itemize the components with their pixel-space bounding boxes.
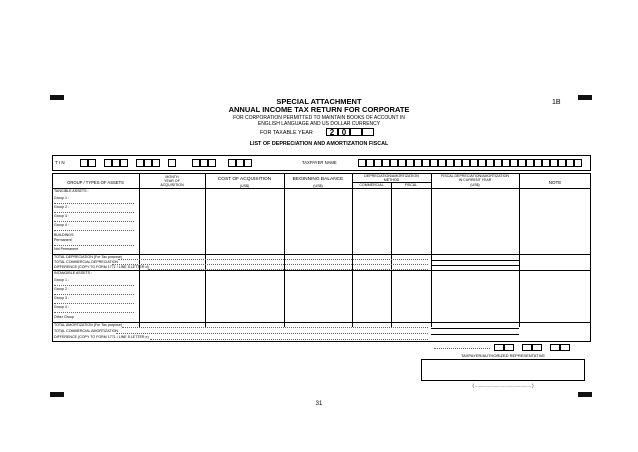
col-fiscal-depr: FISCAL DEPRECIATION/AMORTIZATION	[441, 174, 509, 178]
form-subtitle: ANNUAL INCOME TAX RETURN FOR CORPORATE	[228, 105, 410, 114]
intangible-group: Group 3 :	[54, 296, 69, 300]
tangible-group: Group 4 :	[54, 223, 69, 227]
intangible-total-row: TOTAL COMMERCIAL AMORTIZATION	[54, 329, 118, 333]
taxable-year-label: FOR TAXABLE YEAR	[260, 130, 313, 136]
tangible-heading: TANGIBLE ASSETS :	[54, 189, 89, 193]
signature-label: TAXPAYER/AUTHORIZED REPRESENTATIVE	[460, 353, 546, 358]
col-month: ACQUISITION	[160, 183, 184, 187]
col-cost-unit: (US$)	[239, 184, 250, 188]
date-input[interactable]	[494, 344, 582, 351]
tangible-total-row: TOTAL DEPRECIATION (For Tax purpose)	[54, 255, 123, 259]
intangible-total-row: TOTAL AMORTIZATION (For Tax purpose)	[54, 323, 123, 327]
col-group: GROUP / TYPES OF ASSETS	[67, 180, 124, 185]
col-method: DEPRECIATION/AMORTIZATION	[364, 174, 419, 178]
intangible-other: Other Group	[54, 315, 74, 319]
intangible-total-row: DIFFERENCE (COPY TO FORM 1771 / LINE 5 LETTER e)	[54, 335, 149, 339]
form-description: FOR CORPORATION PERMITTED TO MAINTAIN BOOKS OF ACCOUNT IN	[233, 115, 405, 121]
form-code: 1B	[552, 99, 561, 106]
col-month: MONTH	[165, 175, 179, 179]
col-beginning-unit: (US$)	[313, 184, 323, 188]
tin-input[interactable]	[80, 159, 290, 167]
col-month: YEAR OF	[164, 179, 180, 183]
tangible-group: Group 2 :	[54, 205, 69, 209]
tangible-total-row: TOTAL COMMERCIAL DEPRECIATION	[54, 260, 119, 264]
year-digit: 2	[329, 128, 335, 137]
registration-mark	[50, 392, 64, 397]
intangible-group: Group 2 :	[54, 287, 69, 291]
list-title: LIST OF DEPRECIATION AND AMORTIZATION FISCAL	[249, 141, 389, 147]
page-number: 31	[315, 401, 323, 407]
intangible-group: Group 1 :	[54, 278, 69, 282]
registration-mark	[578, 392, 592, 397]
buildings-not-permanent: Not Permanent	[54, 247, 79, 251]
year-digit: 0	[341, 128, 347, 137]
col-beginning: BEGINNING BALANCE	[292, 177, 344, 182]
tangible-total-row: DIFFERENCE (COPY TO FORM 1771 / LINE 5 LETTER d)	[54, 265, 149, 269]
col-fiscal-depr: IN CURRENT YEAR	[458, 178, 492, 182]
taxpayer-name-input[interactable]	[358, 159, 586, 167]
tangible-group: Group 3 :	[54, 214, 69, 218]
col-method: METHOD	[383, 178, 400, 182]
col-fiscal-depr-unit: (US$)	[470, 183, 480, 187]
taxpayer-name-label: TAXPAYER NAME	[302, 160, 337, 165]
intangible-group: Group 4 :	[54, 305, 69, 309]
col-fiscal: FISCAL	[404, 183, 418, 187]
buildings-heading: BUILDINGS:	[54, 233, 75, 237]
form-title: SPECIAL ATTACHMENT	[276, 97, 362, 106]
col-note: NOTE	[548, 180, 562, 185]
taxable-year-boxes[interactable]	[326, 128, 374, 137]
tangible-group: Group 1 :	[54, 196, 69, 200]
tin-label: T I N	[55, 160, 65, 165]
form-description: ENGLISH LANGUAGE AND US DOLLAR CURRENCY	[257, 121, 381, 127]
buildings-permanent: Permanent	[54, 238, 72, 242]
assets-table	[52, 173, 591, 342]
signature-box[interactable]	[421, 359, 585, 381]
col-cost: COST OF ACQUISITION	[217, 177, 272, 182]
signature-name: ( ................................................ )	[472, 383, 534, 388]
col-commercial: COMMERCIAL	[359, 183, 384, 187]
intangible-heading: INTANGIBLE ASSETS :	[54, 271, 93, 275]
